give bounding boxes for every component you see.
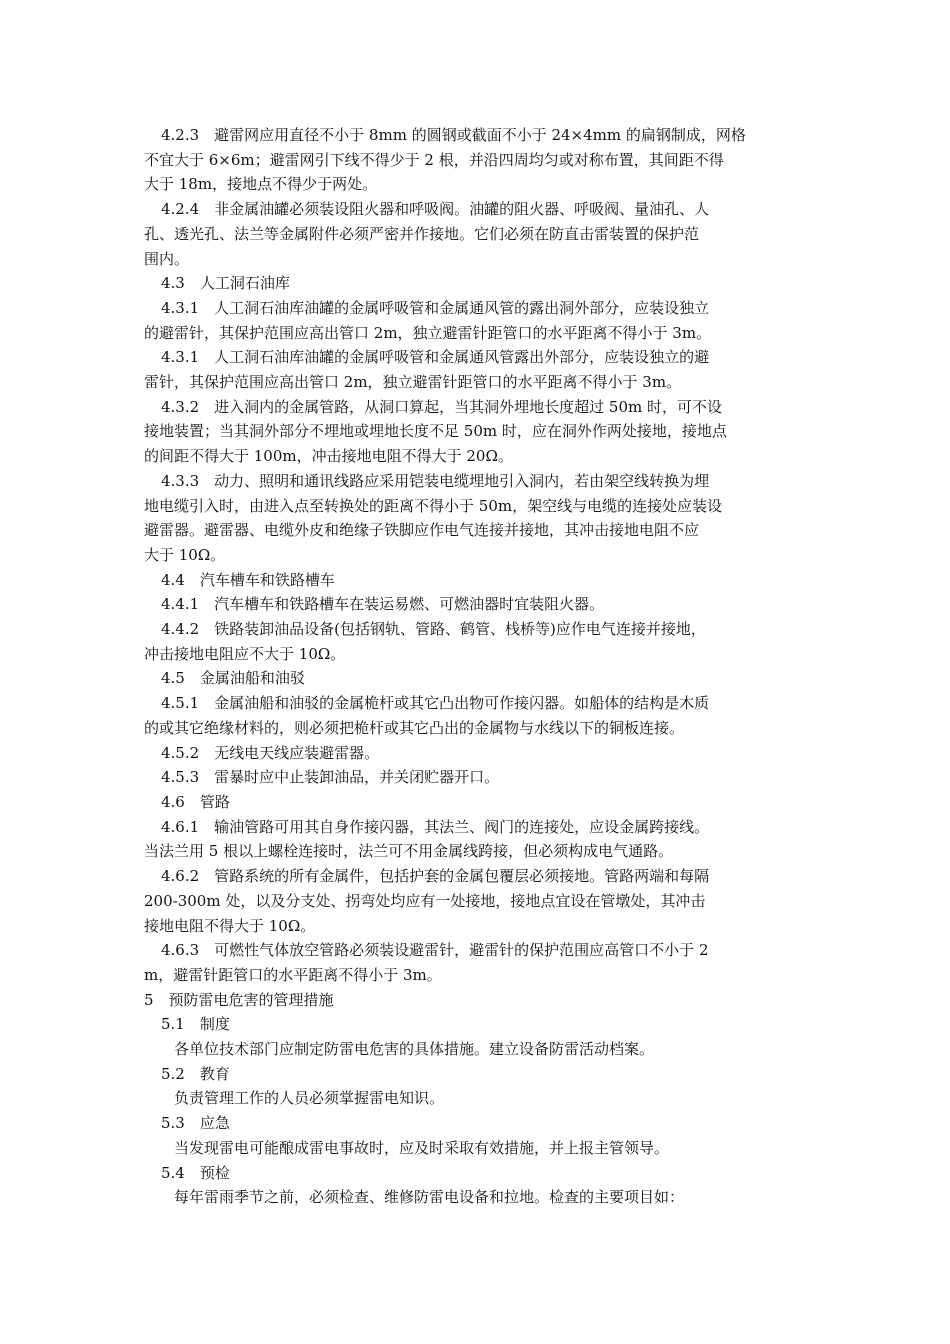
text-line: 4.4.1 汽车槽车和铁路槽车在装运易燃、可燃油器时宜装阻火器。 [161, 595, 605, 614]
text-line: 不宜大于 6×6m；避雷网引下线不得少于 2 根，并沿四周均匀或对称布置，其间距不得 [144, 150, 724, 169]
text-line: 接地电阻不得大于 10Ω。 [144, 916, 316, 935]
text-line: 冲击接地电阻应不大于 10Ω。 [144, 644, 346, 663]
text-line: 5.4 预检 [161, 1163, 230, 1182]
text-line: 4.6.2 管路系统的所有金属件，包括护套的金属包覆层必须接地。管路两端和每隔 [161, 867, 710, 886]
text-line: 4.2.3 避雷网应用直径不小于 8mm 的圆钢或截面不小于 24×4mm 的扁钢制成，网格 [161, 126, 746, 144]
text-line: 的避雷针，其保护范围应高出管口 2m，独立避雷针距管口的水平距离不得小于 3m。 [144, 323, 712, 342]
text-line: 大于 18m，接地点不得少于两处。 [144, 175, 378, 194]
text-line: 4.5.2 无线电天线应装避雷器。 [161, 743, 380, 762]
text-line: 4.3 人工洞石油库 [161, 274, 290, 293]
text-line: 5.1 制度 [161, 1015, 230, 1034]
text-line: 围内。 [144, 249, 190, 268]
text-line: 孔、透光孔、法兰等金属附件必须严密并作接地。它们必须在防直击雷装置的保护范 [144, 224, 700, 243]
text-line: 4.3.1 人工洞石油库油罐的金属呼吸管和金属通风管露出外部分，应装设独立的避 [161, 348, 710, 367]
text-line: 接地装置；当其洞外部分不埋地或埋地长度不足 50m 时，应在洞外作两处接地，接地点 [144, 422, 727, 441]
document-body [144, 123, 794, 1210]
text-line: 各单位技术部门应制定防雷电危害的具体措施。建立设备防雷活动档案。 [174, 1040, 655, 1059]
text-line: 雷针，其保护范围应高出管口 2m，独立避雷针距管口的水平距离不得小于 3m。 [144, 373, 682, 392]
text-line: 200-300m 处，以及分支处、拐弯处均应有一处接地，接地点宜设在管墩处，其冲击 [144, 891, 706, 910]
text-line: 5.3 应急 [161, 1114, 230, 1133]
text-line: m，避雷针距管口的水平距离不得小于 3m。 [144, 965, 442, 984]
text-line: 4.3.3 动力、照明和通讯线路应采用铠装电缆埋地引入洞内，若由架空线转换为埋 [161, 471, 710, 490]
text-line: 5 预防雷电危害的管理措施 [144, 990, 334, 1009]
text-line: 4.2.4 非金属油罐必须装设阻火器和呼吸阀。油罐的阻火器、呼吸阀、量油孔、人 [161, 200, 710, 219]
text-line: 当发现雷电可能酿成雷电事故时，应及时采取有效措施，并上报主管领导。 [174, 1138, 670, 1157]
text-line: 每年雷雨季节之前，必须检查、维修防雷电设备和拉地。检查的主要项目如： [174, 1188, 685, 1207]
text-line: 4.3.2 进入洞内的金属管路，从洞口算起，当其洞外埋地长度超过 50m 时，可不设 [161, 397, 723, 416]
text-line: 4.4 汽车槽车和铁路槽车 [161, 570, 335, 589]
text-line: 4.4.2 铁路装卸油品设备(包括钢轨、管路、鹤管、栈桥等)应作电气连接并接地， [161, 620, 706, 639]
text-line: 当法兰用 5 根以上螺栓连接时，法兰可不用金属线跨接，但必须构成电气通路。 [144, 842, 674, 861]
text-line: 4.5 金属油船和油驳 [161, 669, 305, 688]
text-line: 的间距不得大于 100m，冲击接地电阻不得大于 20Ω。 [144, 447, 513, 466]
text-line: 4.5.3 雷暴时应中止装卸油品，并关闭贮器开口。 [161, 768, 500, 787]
text-line: 4.6 管路 [161, 792, 230, 811]
text-line: 4.6.1 输油管路可用其自身作接闪器，其法兰、阀门的连接处，应设金属跨接线。 [161, 817, 710, 836]
text-line: 避雷器。避雷器、电缆外皮和绝缘子铁脚应作电气连接并接地，其冲击接地电阻不应 [144, 521, 700, 540]
text-line: 4.3.1 人工洞石油库油罐的金属呼吸管和金属通风管的露出洞外部分，应装设独立 [161, 298, 710, 317]
text-line: 4.5.1 金属油船和油驳的金属桅杆或其它凸出物可作接闪器。如船体的结构是木质 [161, 694, 710, 713]
text-line: 5.2 教育 [161, 1064, 230, 1083]
text-line: 4.6.3 可燃性气体放空管路必须装设避雷针，避雷针的保护范围应高管口不小于 2 [161, 941, 709, 960]
text-line: 大于 10Ω。 [144, 545, 226, 564]
text-line: 的或其它绝缘材料的，则必须把桅杆或其它凸出的金属物与水线以下的铜板连接。 [144, 718, 685, 737]
text-line: 负责管理工作的人员必须掌握雷电知识。 [174, 1089, 445, 1108]
text-line: 地电缆引入时，由进入点至转换处的距离不得小于 50m，架空线与电缆的连接处应装设 [144, 496, 723, 515]
